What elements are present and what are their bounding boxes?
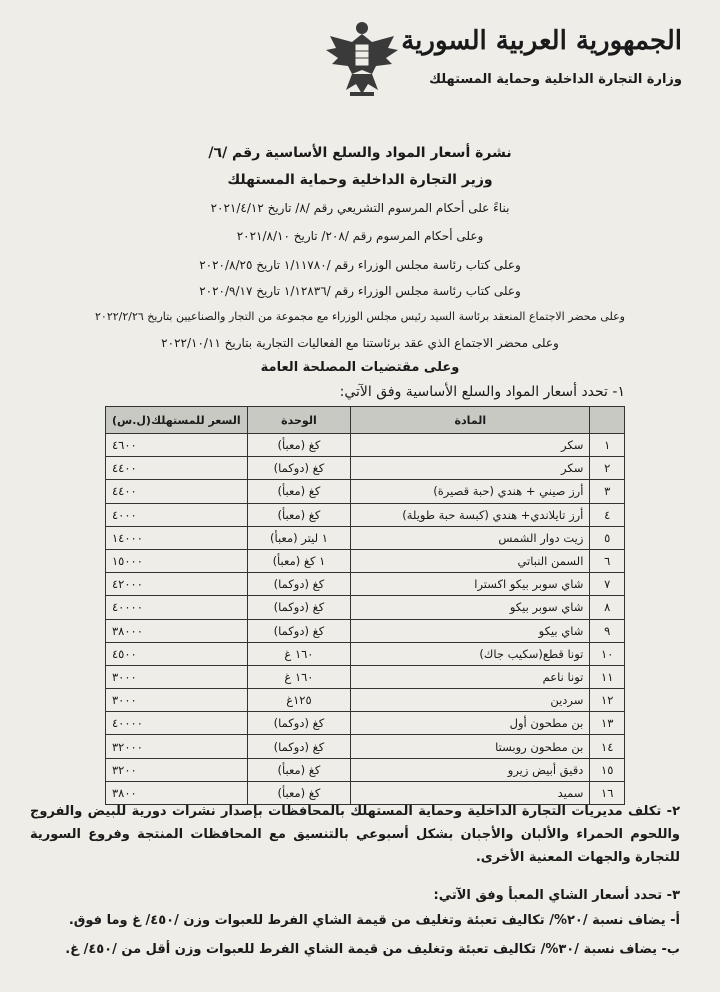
- table-row: [106, 642, 625, 665]
- row-number: ٢: [590, 457, 625, 480]
- row-item: السمن النباتي: [351, 549, 590, 572]
- row-unit: كغ (دوكما): [247, 735, 351, 758]
- row-item: سميد: [351, 781, 590, 804]
- row-number: ١١: [590, 665, 625, 688]
- row-price: ٤٢٠٠٠: [106, 573, 248, 596]
- basis-line-5: وعلى محضر الاجتماع المنعقد برئاسة السيد رئيس مجلس الوزراء مع مجموعة من التجار والصناعيين بتاريخ ٢٠٢٢/٢/٢٦: [95, 310, 625, 323]
- table-row: [106, 712, 625, 735]
- row-price: ٣٨٠٠٠: [106, 619, 248, 642]
- row-number: ١٠: [590, 642, 625, 665]
- row-item: سكر: [351, 434, 590, 457]
- row-unit: ١٦٠ غ: [247, 665, 351, 688]
- row-item: سكر: [351, 457, 590, 480]
- row-number: ٥: [590, 526, 625, 549]
- row-item: بن مطحون أول: [351, 712, 590, 735]
- table-row: [106, 596, 625, 619]
- table-row: [106, 503, 625, 526]
- table-row: [106, 573, 625, 596]
- section-3-item-a: أ- يضاف نسبة /٢٠%/ تكاليف تعبئة وتغليف من قيمة الشاي الفرط للعبوات وزن /٤٥٠/ غ وما فوق.: [68, 913, 680, 928]
- row-price: ٤٥٠٠: [106, 642, 248, 665]
- row-price: ١٥٠٠٠: [106, 549, 248, 572]
- row-price: ٣٠٠٠: [106, 665, 248, 688]
- bulletin-title: نشرة أسعار المواد والسلع الأساسية رقم /٦/: [208, 145, 512, 161]
- row-unit: كغ (دوكما): [247, 596, 351, 619]
- basis-line-6: وعلى محضر الاجتماع الذي عقد برئاستنا مع الفعاليات التجارية بتاريخ ٢٠٢٢/١٠/١١: [161, 336, 559, 350]
- row-number: ٤: [590, 503, 625, 526]
- row-number: ١٢: [590, 689, 625, 712]
- table-row: [106, 665, 625, 688]
- row-price: ٤٤٠٠: [106, 457, 248, 480]
- row-number: ١٦: [590, 781, 625, 804]
- row-price: ٤٠٠٠٠: [106, 596, 248, 619]
- row-number: ٣: [590, 480, 625, 503]
- row-unit: كغ (معبأ): [247, 781, 351, 804]
- row-item: تونا ناعم: [351, 665, 590, 688]
- table-row: [106, 434, 625, 457]
- row-item: شاي سوبر بيكو اكسترا: [351, 573, 590, 596]
- header-unit: الوحدة: [247, 407, 351, 434]
- row-item: أرز تايلاندي+ هندي (كبسة حبة طويلة): [351, 503, 590, 526]
- row-number: ٧: [590, 573, 625, 596]
- row-price: ٣٢٠٠٠: [106, 735, 248, 758]
- basis-line-1: بناءً على أحكام المرسوم التشريعي رقم /٨/ تاريخ ٢٠٢١/٤/١٢: [210, 201, 510, 215]
- row-unit: ١٦٠ غ: [247, 642, 351, 665]
- row-item: دقيق أبيض زيرو: [351, 758, 590, 781]
- row-unit: كغ (دوكما): [247, 457, 351, 480]
- public-interest-line: وعلى مقتضيات المصلحة العامة: [260, 360, 460, 375]
- table-row: [106, 480, 625, 503]
- row-item: زيت دوار الشمس: [351, 526, 590, 549]
- row-price: ١٤٠٠٠: [106, 526, 248, 549]
- row-price: ٤٦٠٠: [106, 434, 248, 457]
- row-unit: كغ (معبأ): [247, 480, 351, 503]
- table-row: [106, 735, 625, 758]
- row-unit: كغ (دوكما): [247, 573, 351, 596]
- table-row: [106, 758, 625, 781]
- row-price: ٤٠٠٠٠: [106, 712, 248, 735]
- basis-line-2: وعلى أحكام المرسوم رقم /٢٠٨/ تاريخ ٢٠٢١/٨/١٠: [236, 229, 484, 243]
- row-item: بن مطحون روبستا: [351, 735, 590, 758]
- table-row: [106, 689, 625, 712]
- row-number: ١٤: [590, 735, 625, 758]
- row-number: ١: [590, 434, 625, 457]
- row-number: ٨: [590, 596, 625, 619]
- republic-title: الجمهورية العربية السورية: [401, 26, 682, 56]
- section-3-title: ٣- تحدد أسعار الشاي المعبأ وفق الآتي:: [433, 888, 680, 903]
- row-number: ١٣: [590, 712, 625, 735]
- row-unit: كغ (معبأ): [247, 758, 351, 781]
- row-unit: ١ كغ (معبأ): [247, 549, 351, 572]
- ministry-name: وزارة التجارة الداخلية وحماية المستهلك: [429, 72, 682, 87]
- row-number: ٦: [590, 549, 625, 572]
- section-3-item-b: ب- يضاف نسبة /٣٠%/ تكاليف تعبئة وتغليف من قيمة الشاي الفرط للعبوات وزن أقل من /٤٥٠/ غ.: [65, 942, 680, 957]
- row-item: سردين: [351, 689, 590, 712]
- row-unit: كغ (دوكما): [247, 712, 351, 735]
- row-price: ٣٠٠٠: [106, 689, 248, 712]
- header-item: المادة: [351, 407, 590, 434]
- row-number: ١٥: [590, 758, 625, 781]
- row-item: شاي سوبر بيكو: [351, 596, 590, 619]
- row-item: أرز صيني + هندي (حبة قصيرة): [351, 480, 590, 503]
- minister-line: وزير التجارة الداخلية وحماية المستهلك: [227, 172, 493, 188]
- basis-line-4: وعلى كتاب رئاسة مجلس الوزراء رقم /١/١٢٨٣٦ تاريخ ٢٠٢٠/٩/١٧: [199, 284, 521, 298]
- table-row: [106, 619, 625, 642]
- price-table: [105, 406, 625, 805]
- header-price: السعر للمستهلك(ل.س): [106, 407, 248, 434]
- row-unit: كغ (معبأ): [247, 434, 351, 457]
- table-row: [106, 549, 625, 572]
- table-header-row: [106, 407, 625, 434]
- row-price: ٤٤٠٠: [106, 480, 248, 503]
- row-price: ٤٠٠٠: [106, 503, 248, 526]
- row-price: ٣٨٠٠: [106, 781, 248, 804]
- eagle-emblem-icon: [322, 14, 402, 100]
- table-row: [106, 457, 625, 480]
- section-2-paragraph: ٢- تكلف مديريات التجارة الداخلية وحماية المستهلك بالمحافظات بإصدار نشرات دورية للبيض والفروج واللحوم الحمراء والألبان والأجبان بشكل أسبوعي بالتنسيق مع المحافظات المنتجة وفروع السورية للتجارة والجهات المعنية الأخرى.: [30, 804, 680, 865]
- row-item: شاي بيكو: [351, 619, 590, 642]
- row-item: تونا قطع(سكيب جاك): [351, 642, 590, 665]
- table-row: [106, 526, 625, 549]
- section-1-title: ١- تحدد أسعار المواد والسلع الأساسية وفق الآتي:: [339, 384, 625, 400]
- row-unit: ١ ليتر (معبأ): [247, 526, 351, 549]
- row-number: ٩: [590, 619, 625, 642]
- header-num: [590, 407, 625, 434]
- row-price: ٣٢٠٠: [106, 758, 248, 781]
- row-unit: كغ (معبأ): [247, 503, 351, 526]
- basis-line-3: وعلى كتاب رئاسة مجلس الوزراء رقم /١/١١٧٨٠ تاريخ ٢٠٢٠/٨/٢٥: [199, 258, 521, 272]
- row-unit: ١٢٥غ: [247, 689, 351, 712]
- row-unit: كغ (دوكما): [247, 619, 351, 642]
